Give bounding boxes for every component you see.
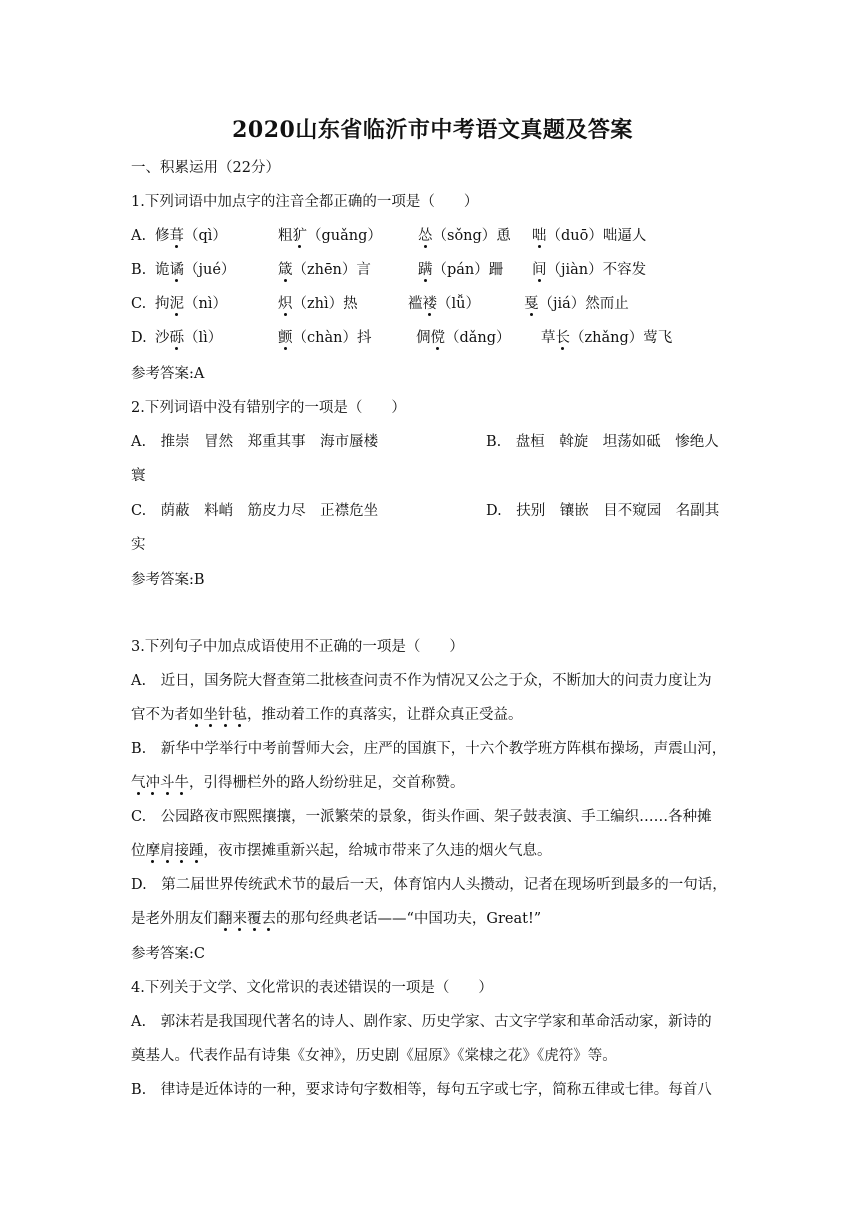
- question-2-option-a: A. 推崇 冒然 郑重其事 海市蜃楼: [131, 434, 379, 450]
- question-3-stem: 3.下列句子中加点成语使用不正确的一项是（ ）: [131, 639, 464, 655]
- question-3-option-d: D. 第二届世界传统武术节的最后一天，体育馆内人头攒动，记者在现场听到最多的一句话，: [131, 877, 727, 893]
- question-2-answer: 参考答案:B: [131, 572, 205, 588]
- idiom-d: 翻来覆去: [218, 911, 276, 927]
- question-1-stem: 1.下列词语中加点字的注音全都正确的一项是（ ）: [131, 194, 479, 210]
- question-2-option-c: C. 荫蔽 料峭 筋皮力尽 正襟危坐: [131, 503, 379, 519]
- question-2-stem: 2.下列词语中没有错别字的一项是（ ）: [131, 400, 406, 416]
- question-4-option-a-cont: 奠基人。代表作品有诗集《女神》，历史剧《屈原》《棠棣之花》《虎符》等。: [131, 1048, 617, 1064]
- question-2-option-d: D. 扶别 镶嵌 目不窥园 名副其: [486, 503, 720, 519]
- question-3-option-b-cont: 气冲斗牛，引得栅栏外的路人纷纷驻足，交首称赞。: [131, 775, 465, 791]
- question-3-option-c: C. 公园路夜市熙熙攘攘，一派繁荣的景象，街头作画、架子鼓表演、手工编织……各种摊: [131, 809, 712, 825]
- question-4-option-b: B. 律诗是近体诗的一种，要求诗句字数相等，每句五字或七字，简称五律或七律。每首八: [131, 1082, 712, 1098]
- idiom-c: 摩肩接踵: [145, 843, 204, 859]
- question-3-option-b: B. 新华中学举行中考前誓师大会，庄严的国旗下，十六个教学班方阵棋布操场，声震山河，: [131, 741, 727, 757]
- question-4-option-a: A. 郭沫若是我国现代著名的诗人、剧作家、历史学家、古文字学家和革命活动家，新诗的: [131, 1014, 712, 1030]
- question-3-option-c-cont: 位摩肩接踵，夜市摆摊重新兴起，给城市带来了久违的烟火气息。: [131, 843, 552, 859]
- question-2-option-b-wrap: 寰: [131, 468, 146, 484]
- idiom-a: 如坐针毡: [189, 707, 247, 723]
- document-page: 2020山东省临沂市中考语文真题及答案 一、积累运用（22分） 1.下列词语中加点字的注音全都正确的一项是（ ） A. 修葺（qì） 粗犷（guǎng） 怂（sǒng）恿 咄（duō）咄逼人 B. 诡谲（jué） 箴（zhēn）言 蹒（pán）跚 间（jiàn）不容发 C. 拘泥（nì） 炽（zhì）热 褴褛（lǚ） 戛（jiá）然而止 D. 沙砾（lì） 颤（chàn）抖 倜傥（dǎng） 草长（zhǎng）莺飞 参考答案:A 2.下列词语中没有错别字的一项是（ ） A. 推崇 冒然 郑重其事 海市蜃楼 B. 盘桓 斡旋 坦荡如砥 惨绝人 寰 C. 荫蔽 料峭 筋皮力尽 正襟危坐 D. 扶别 镶嵌 目不窥园 名副其 实 参考答案:B 3.下列句子中加点成语使用不正确的一项是（ ） A. 近日，国务院大督查第二批核查问责不作为情况又公之于众，不断加大的问责力度让为 官不为者如坐针毡，推动着工作的真落实，让群众真正受益。 B. 新华中学举行中考前誓师大会，庄严的国旗下，十六个教学班方阵棋布操场，声震山河， 气冲斗牛，引得栅栏外的路人纷纷驻足，交首称赞。 C. 公园路夜市熙熙攘攘，一派繁荣的景象，街头作画、架子鼓表演、手工编织……各种摊 位摩肩接踵，夜市摆摊重新兴起，给城市带来了久违的烟火气息。 D. 第二届世界传统武术节的最后一天，体育馆内人头攒动，记者在现场听到最多的一句话， 是老外朋友们翻来覆去的那句经典老话——“中国功夫，Great!” 参考答案:C 4.下列关于文学、文化常识的表述错误的一项是（ ） A. 郭沫若是我国现代著名的诗人、剧作家、历史学家、古文字学家和革命活动家，新诗的 奠基人。代表作品有诗集《女神》，历史剧《屈原》《棠棣之花》《虎符》等。 B. 律诗是近体诗的一种，要求诗句字数相等，每句五字或七字，简称五律或七律。每首八: [0, 0, 865, 1224]
- question-3-option-a: A. 近日，国务院大督查第二批核查问责不作为情况又公之于众，不断加大的问责力度让为: [131, 673, 712, 689]
- question-4-stem: 4.下列关于文学、文化常识的表述错误的一项是（ ）: [131, 980, 493, 996]
- section-heading: 一、积累运用（22分）: [131, 160, 280, 176]
- question-2-option-b: B. 盘桓 斡旋 坦荡如砥 惨绝人: [486, 434, 719, 450]
- idiom-b: 气冲斗牛: [131, 775, 189, 791]
- question-2-option-d-wrap: 实: [131, 537, 146, 553]
- question-3-option-a-cont: 官不为者如坐针毡，推动着工作的真落实，让群众真正受益。: [131, 707, 523, 723]
- question-1-answer: 参考答案:A: [131, 366, 205, 382]
- question-3-option-d-cont: 是老外朋友们翻来覆去的那句经典老话——“中国功夫，Great!”: [131, 911, 542, 927]
- page-title: 2020山东省临沂市中考语文真题及答案: [232, 117, 633, 143]
- question-3-answer: 参考答案:C: [131, 946, 205, 962]
